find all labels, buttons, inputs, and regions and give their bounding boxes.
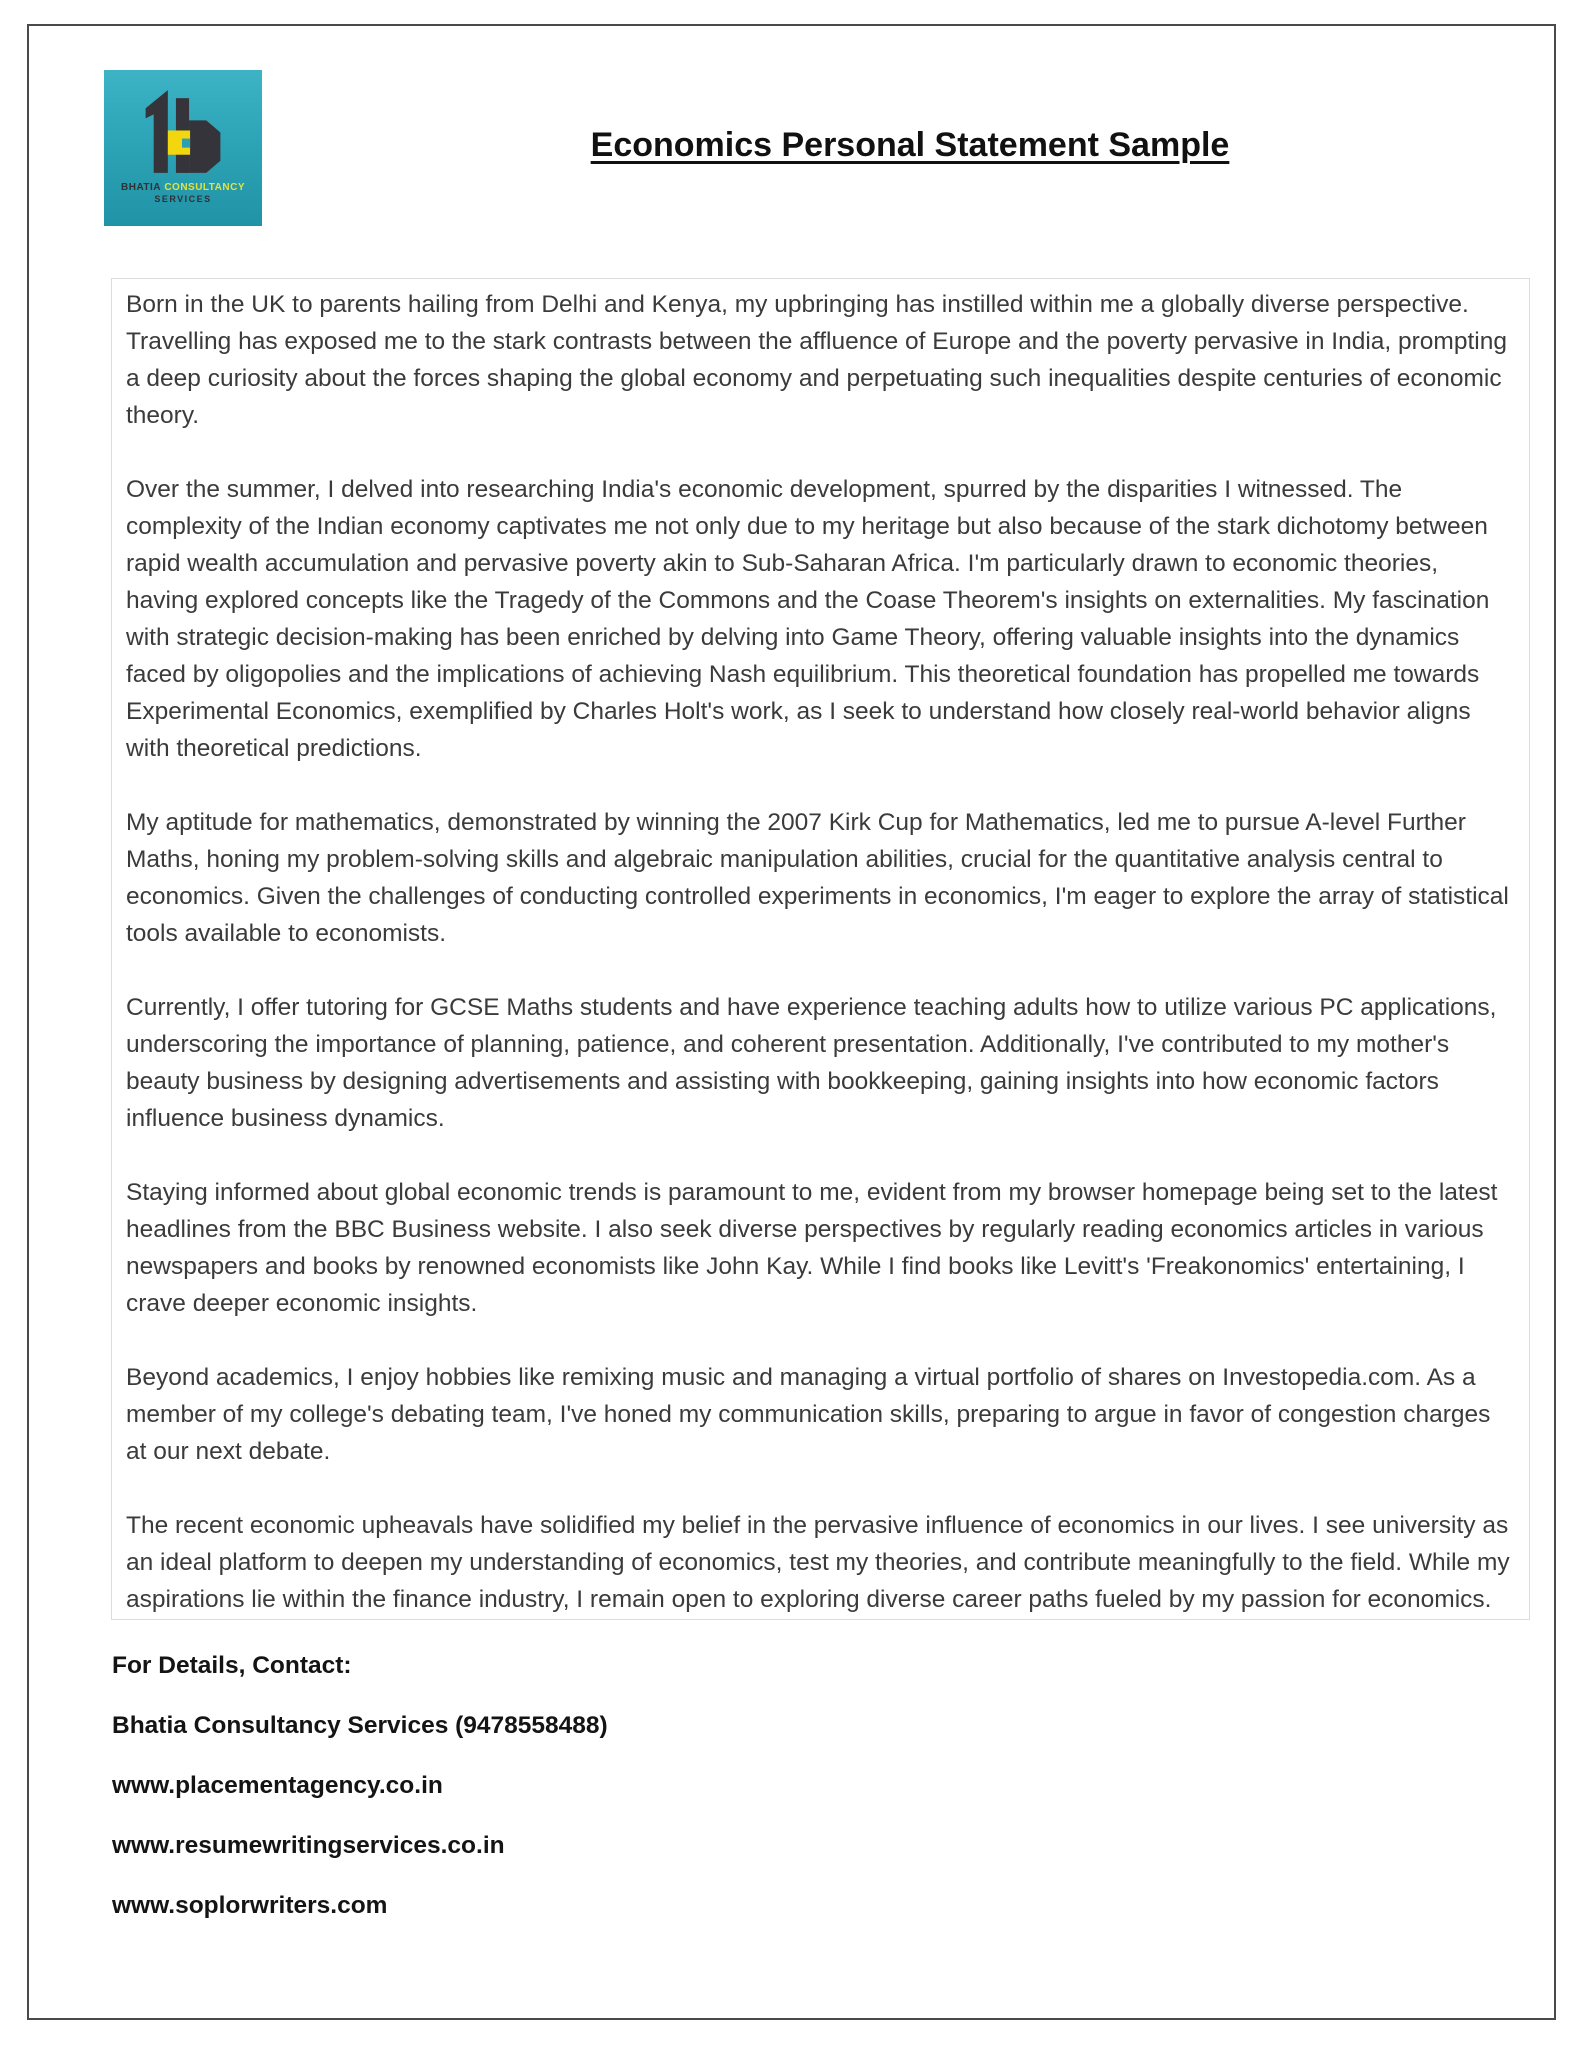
logo-mark-icon xyxy=(137,84,229,180)
contact-heading: For Details, Contact: xyxy=(112,1652,352,1679)
logo-brand-line xyxy=(121,182,245,193)
statement-paragraph-2: Over the summer, I delved into researching India's economic development, spurred by the disparities I witnessed. The complexity of the Indian economy captivates me not only due to my heritage but also because of the stark dichotomy between rapid wealth accumulation and pervasive poverty akin to Sub-Saharan Africa. I'm particularly drawn to economic theories, having explored concepts like the Tragedy of the Commons and the Coase Theorem's insights on externalities. My fascination with strategic decision-making has been enriched by delving into Game Theory, offering valuable insights into the dynamics faced by oligopolies and the implications of achieving Nash equilibrium. This theoretical foundation has propelled me towards Experimental Economics, exemplified by Charles Holt's work, as I seek to understand how closely real-world behavior aligns with theoretical predictions. xyxy=(126,476,1490,762)
contact-company: Bhatia Consultancy Services (9478558488) xyxy=(112,1712,608,1739)
statement-paragraph-4: Currently, I offer tutoring for GCSE Maths students and have experience teaching adults how to utilize various PC applications, underscoring the importance of planning, patience, and coherent presentation. Additionally, I've contributed to my mother's beauty business by designing advertisements and assisting with bookkeeping, gaining insights into how economic factors influence business dynamics. xyxy=(126,994,1497,1132)
personal-statement-box xyxy=(111,278,1530,1620)
statement-paragraph-5: Staying informed about global economic trends is paramount to me, evident from my browser homepage being set to the latest headlines from the BBC Business website. I also seek diverse perspectives by regularly reading economics articles in various newspapers and books by renowned economists like John Kay. While I find books like Levitt's 'Freakonomics' entertaining, I crave deeper economic insights. xyxy=(126,1179,1498,1317)
company-logo xyxy=(104,70,262,226)
contact-block xyxy=(112,1652,1512,1952)
logo-brand-services: SERVICES xyxy=(154,194,212,204)
statement-paragraph-1: Born in the UK to parents hailing from Delhi and Kenya, my upbringing has instilled within me a globally diverse perspective. Travelling has exposed me to the stark contrasts between the affluence of Europe and the poverty pervasive in India, prompting a deep curiosity about the forces shaping the global economy and perpetuating such inequalities despite centuries of economic theory. xyxy=(126,291,1507,429)
statement-paragraph-3: My aptitude for mathematics, demonstrated by winning the 2007 Kirk Cup for Mathematics, led me to pursue A-level Further Maths, honing my problem-solving skills and algebraic manipulation abilities, crucial for the quantitative analysis central to economics. Given the challenges of conducting controlled experiments in economics, I'm eager to explore the array of statistical tools available to economists. xyxy=(126,809,1509,947)
page-title: Economics Personal Statement Sample xyxy=(590,126,1230,164)
logo-brand-consultancy: CONSULTANCY xyxy=(164,182,245,193)
contact-url-soplorwriters: www.soplorwriters.com xyxy=(112,1892,388,1919)
statement-paragraph-6: Beyond academics, I enjoy hobbies like remixing music and managing a virtual portfolio of shares on Investopedia.com. As a member of my college's debating team, I've honed my communication skills, preparing to argue in favor of congestion charges at our next debate. xyxy=(126,1364,1491,1465)
contact-url-resumewritingservices: www.resumewritingservices.co.in xyxy=(112,1832,505,1859)
contact-url-placementagency: www.placementagency.co.in xyxy=(112,1772,443,1799)
logo-brand-bhatia: BHATIA xyxy=(121,182,162,193)
statement-paragraph-7: The recent economic upheavals have solidified my belief in the pervasive influence of economics in our lives. I see university as an ideal platform to deepen my understanding of economics, test my theories, and contribute meaningfully to the field. While my aspirations lie within the finance industry, I remain open to exploring diverse career paths fueled by my passion for economics. xyxy=(126,1512,1510,1613)
